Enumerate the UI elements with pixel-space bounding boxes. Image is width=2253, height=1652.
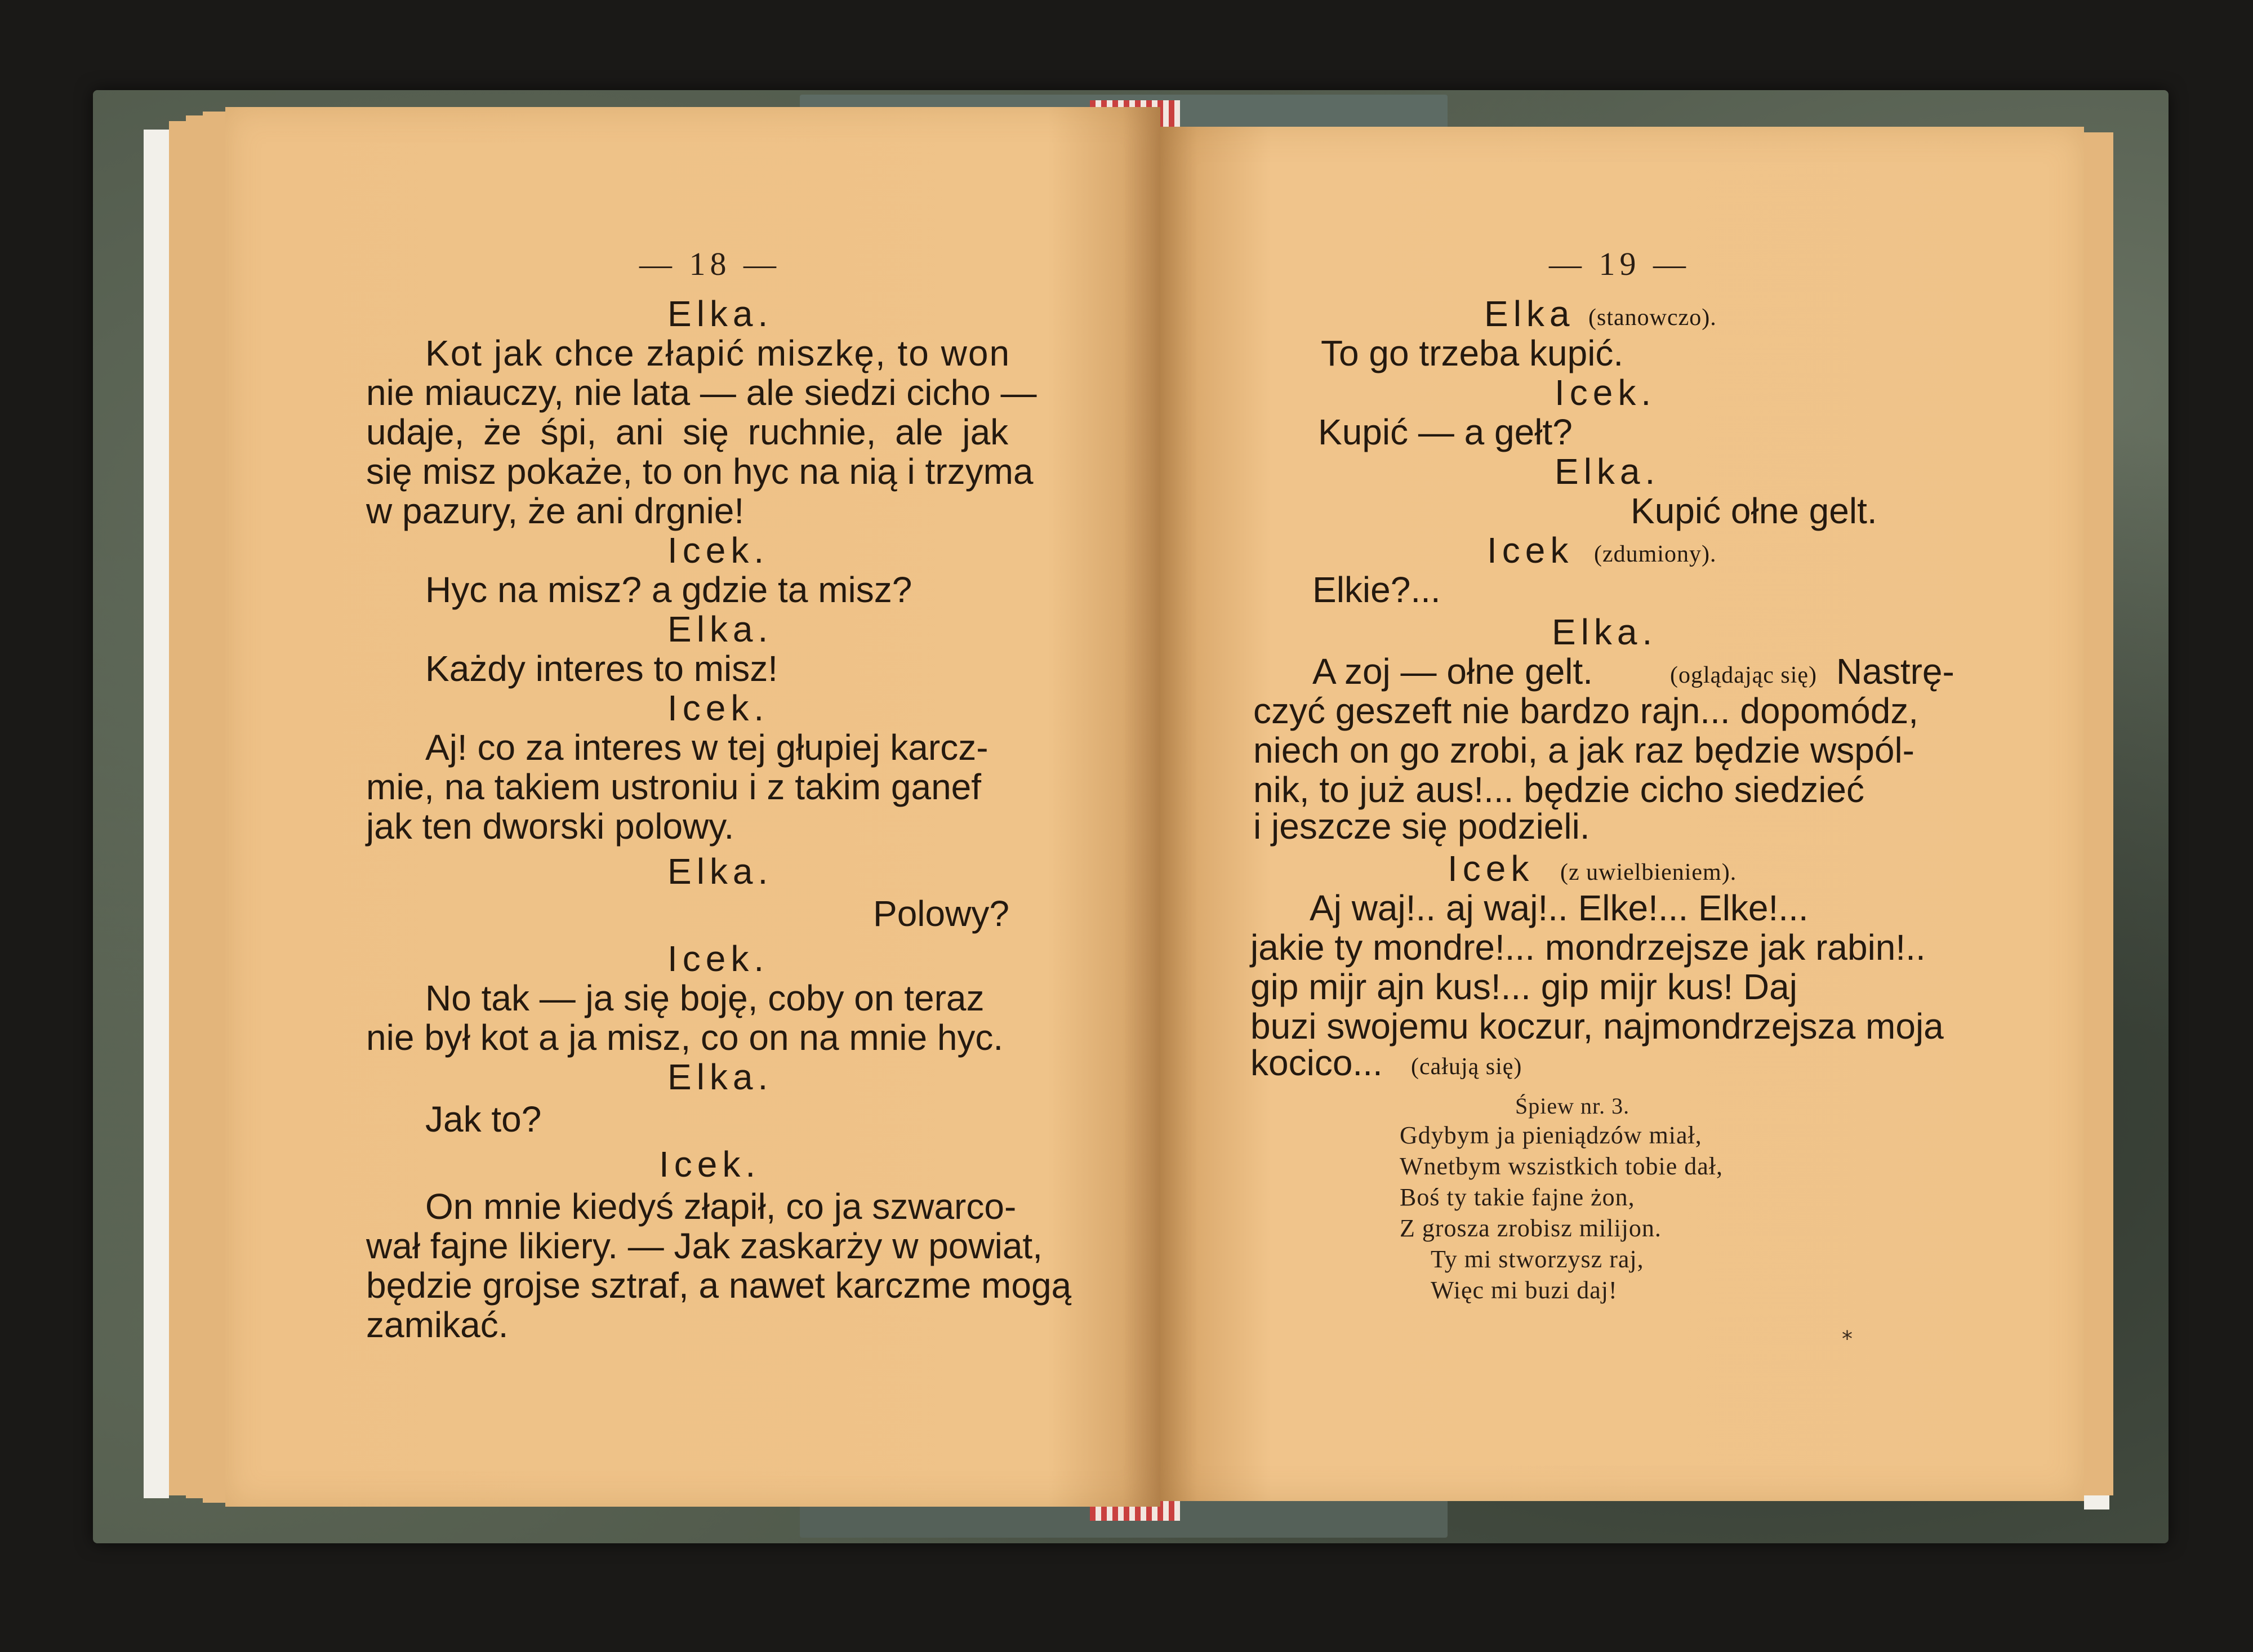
text-line: w pazury, że ani drgnie! bbox=[366, 491, 745, 531]
text-line: udaje, że śpi, ani się ruchnie, ale jak bbox=[366, 412, 1009, 452]
text-line: nik, to już aus!... będzie cicho siedzieć bbox=[1253, 769, 1864, 810]
speaker-name: Icek. bbox=[667, 688, 769, 728]
text-line: nie miauczy, nie lata — ale siedzi cicho — bbox=[366, 372, 1037, 413]
speaker-name: Icek bbox=[1448, 848, 1534, 889]
text-line: Polowy? bbox=[873, 893, 1009, 934]
left-page bbox=[225, 107, 1160, 1507]
text-line: czyć geszeft nie bardzo rajn... dopomódz, bbox=[1253, 691, 1919, 731]
speaker-name: Elka. bbox=[667, 609, 773, 649]
text-line: buzi swojemu koczur, najmondrzejsza moja bbox=[1250, 1006, 1944, 1047]
right-page bbox=[1160, 127, 2084, 1501]
stage-direction: (z uwielbieniem). bbox=[1560, 860, 1737, 885]
text-line: Każdy interes to misz! bbox=[425, 648, 778, 689]
text-line: gip mijr ajn kus!... gip mijr kus! Daj bbox=[1250, 967, 1797, 1007]
page-number: — 18 — bbox=[639, 246, 781, 282]
text-line: się misz pokaże, to on hyc na nią i trzyma bbox=[366, 451, 1034, 492]
speaker-name: Icek. bbox=[1555, 372, 1657, 413]
stage-direction: (zdumiony). bbox=[1594, 541, 1717, 567]
song-line: Wnetbym wszistkich tobie dał, bbox=[1400, 1152, 1723, 1180]
asterisk-mark: * bbox=[1842, 1326, 1853, 1351]
song-line: Więc mi buzi daj! bbox=[1431, 1276, 1618, 1304]
stage-direction: (stanowczo). bbox=[1588, 305, 1717, 331]
text-line: jak ten dworski polowy. bbox=[366, 806, 734, 847]
speaker-name: Icek. bbox=[659, 1144, 761, 1185]
text-line: i jeszcze się podzieli. bbox=[1253, 806, 1590, 847]
text-line: Kot jak chce złapić miszkę, to won bbox=[425, 333, 1011, 373]
text-line: kocico... bbox=[1250, 1043, 1383, 1083]
song-line: Gdybym ja pieniądzów miał, bbox=[1400, 1121, 1702, 1149]
text-line: Nastrę- bbox=[1836, 651, 1954, 692]
text-line: niech on go zrobi, a jak raz będzie wspól- bbox=[1253, 730, 1914, 771]
song-line: Boś ty takie fajne żon, bbox=[1400, 1183, 1635, 1211]
text-line: będzie grojse sztraf, a nawet karczme mogą bbox=[366, 1265, 1072, 1306]
text-line: To go trzeba kupić. bbox=[1321, 333, 1624, 373]
speaker-name: Elka. bbox=[1555, 451, 1660, 492]
speaker-name: Elka. bbox=[667, 851, 773, 892]
text-line: No tak — ja się boję, coby on teraz bbox=[425, 978, 985, 1018]
text-line: Elkie?... bbox=[1312, 569, 1441, 610]
speaker-name: Icek bbox=[1487, 530, 1574, 571]
text-line: wał fajne likiery. — Jak zaskarży w powiat, bbox=[366, 1226, 1043, 1266]
song-title: Śpiew nr. 3. bbox=[1515, 1093, 1630, 1119]
text-line: Aj waj!.. aj waj!.. Elke!... Elke!... bbox=[1310, 888, 1809, 928]
text-line: jakie ty mondre!... mondrzejsze jak rabin!.. bbox=[1250, 927, 1926, 968]
song-line: Ty mi stworzysz raj, bbox=[1431, 1245, 1644, 1273]
speaker-name: Elka. bbox=[1552, 612, 1658, 652]
speaker-name: Elka bbox=[1484, 293, 1575, 334]
text-line: Aj! co za interes w tej głupiej karcz- bbox=[425, 727, 989, 768]
endpaper-left bbox=[144, 130, 169, 1498]
song-line: Z grosza zrobisz milijon. bbox=[1400, 1214, 1662, 1242]
speaker-name: Elka. bbox=[667, 293, 773, 334]
speaker-name: Elka. bbox=[667, 1057, 773, 1097]
speaker-name: Icek. bbox=[667, 938, 769, 979]
text-line: Kupić ołne gelt. bbox=[1631, 491, 1877, 531]
stage-direction: (oglądając się) bbox=[1670, 662, 1818, 688]
text-line: Jak to? bbox=[425, 1099, 542, 1139]
text-line: Hyc na misz? a gdzie ta misz? bbox=[425, 569, 912, 610]
text-line: nie był kot a ja misz, co on na mnie hyc. bbox=[366, 1017, 1004, 1058]
stage-direction: (całują się) bbox=[1411, 1054, 1522, 1080]
speaker-name: Icek. bbox=[667, 530, 769, 571]
text-line: mie, na takiem ustroniu i z takim ganef bbox=[366, 767, 982, 807]
page-number: — 19 — bbox=[1549, 246, 1690, 282]
text-line: On mnie kiedyś złapił, co ja szwarco- bbox=[425, 1186, 1017, 1227]
text-line: zamikać. bbox=[366, 1304, 509, 1345]
text-line: Kupić — a gełt? bbox=[1318, 412, 1573, 452]
text-line: A zoj — ołne gelt. bbox=[1312, 651, 1593, 692]
